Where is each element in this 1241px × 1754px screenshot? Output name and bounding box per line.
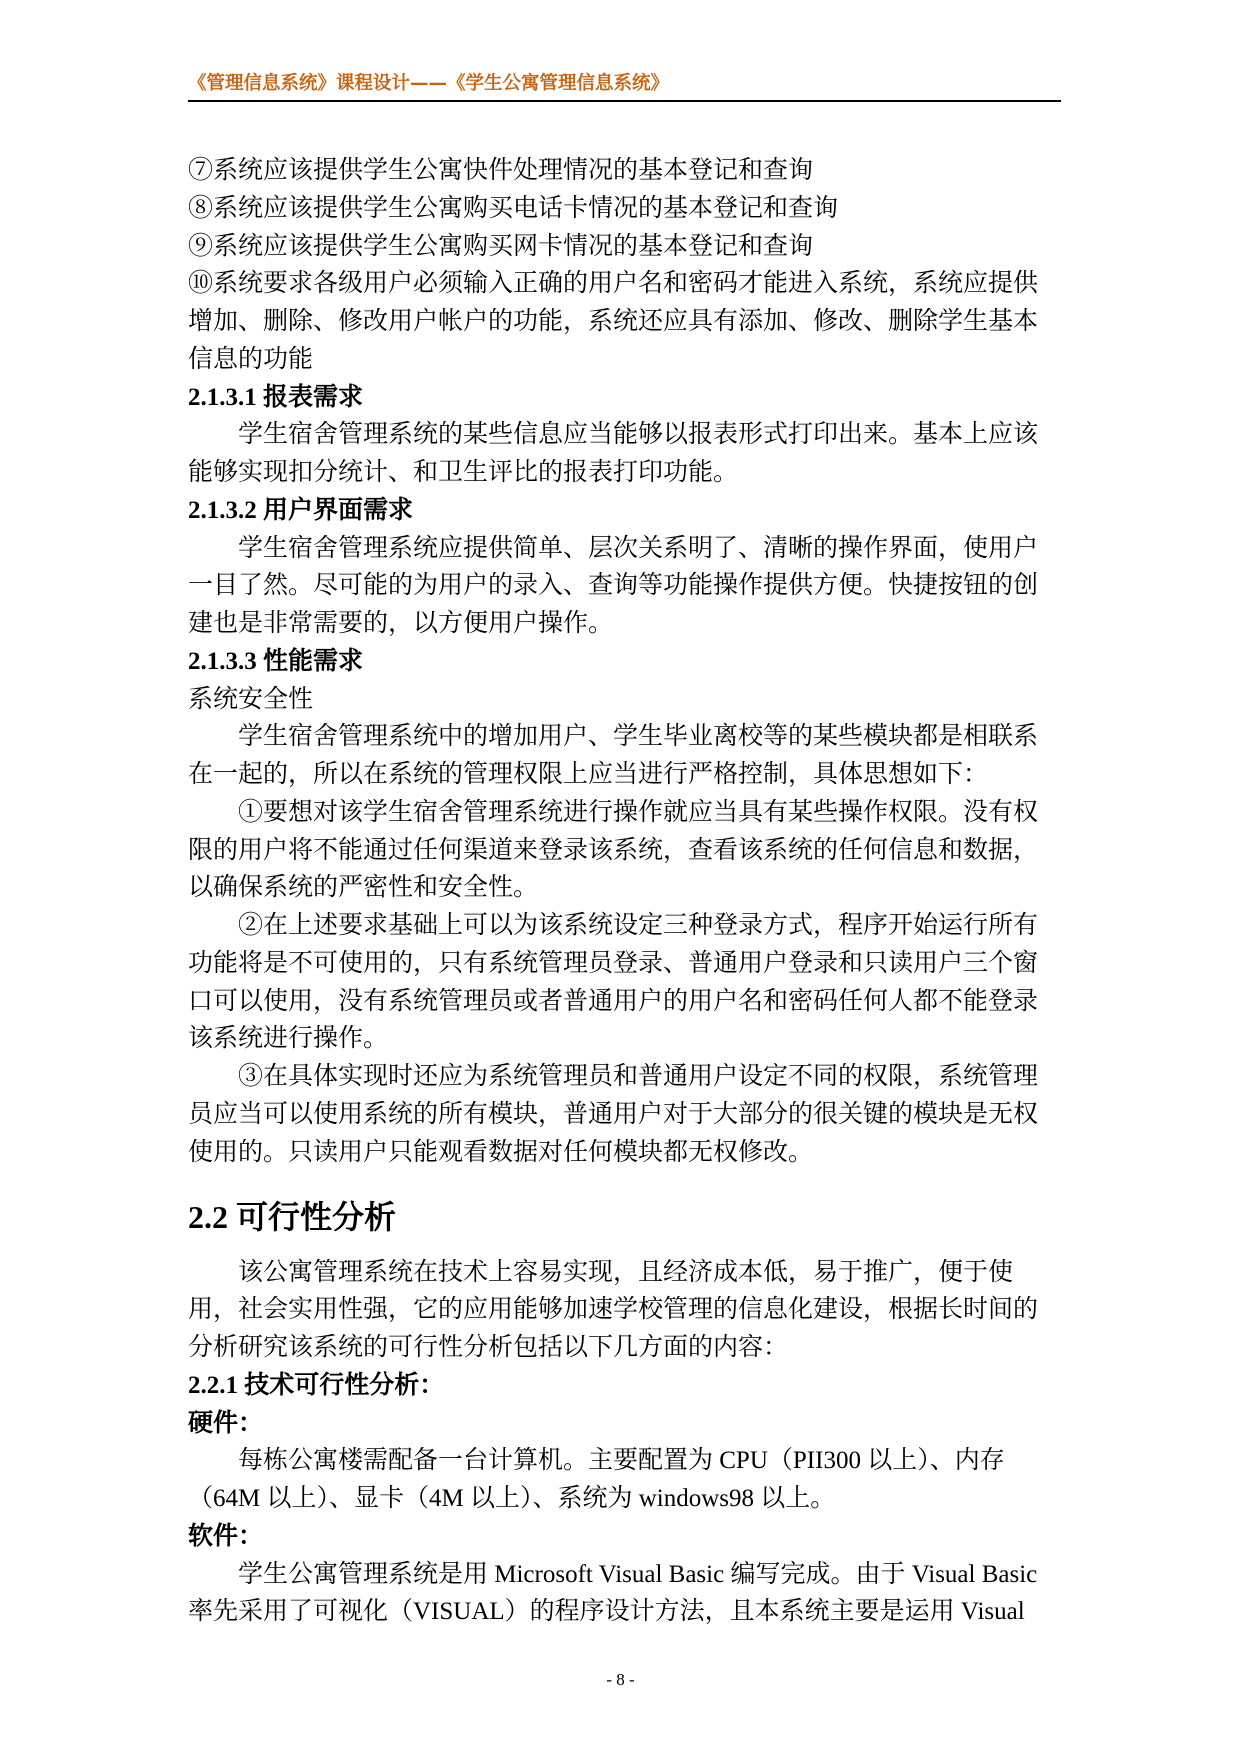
paragraph-line: 率先采用了可视化（VISUAL）的程序设计方法，且本系统主要是运用 Visual (188, 1598, 1025, 1626)
paragraph-line: 每栋公寓楼需配备一台计算机。主要配置为 CPU（PII300 以上）、内存 (238, 1447, 1005, 1475)
paragraph-line: ②在上述要求基础上可以为该系统设定三种登录方式，程序开始运行所有 (238, 912, 1039, 939)
paragraph-line: 能够实现扣分统计、和卫生评比的报表打印功能。 (188, 459, 739, 486)
paragraph-line: 学生公寓管理系统是用 Microsoft Visual Basic 编写完成。由于 Visual Basic (238, 1560, 1038, 1588)
paragraph-line: ①要想对该学生宿舍管理系统进行操作就应当具有某些操作权限。没有权 (238, 798, 1039, 826)
paragraph-line: 信息的功能 (188, 345, 314, 373)
paragraph-line: 建也是非常需要的，以方便用户操作。 (188, 610, 614, 637)
list-item: ⑩系统要求各级用户必须输入正确的用户名和密码才能进入系统，系统应提供 (188, 270, 1039, 298)
paragraph-line: 学生宿舍管理系统应提供简单、层次关系明了、清晰的操作界面，使用户 (238, 534, 1039, 562)
section-heading: 2.1.3.3 性能需求 (188, 647, 364, 675)
paragraph-line: 学生宿舍管理系统中的增加用户、学生毕业离校等的某些模块都是相联系 (238, 723, 1039, 751)
paragraph-line: 该公寓管理系统在技术上容易实现，且经济成本低，易于推广，便于使 (238, 1258, 1014, 1286)
paragraph-line: 使用的。只读用户只能观看数据对任何模块都无权修改。 (188, 1138, 814, 1166)
paragraph-line: （64M 以上）、显卡（4M 以上）、系统为 windows98 以上。 (188, 1485, 836, 1513)
paragraph-line: 该系统进行操作。 (188, 1025, 389, 1053)
software-label: 软件： (188, 1522, 264, 1550)
paragraph-line: 以确保系统的严密性和安全性。 (188, 874, 539, 902)
section-heading: 2.1.3.2 用户界面需求 (188, 496, 414, 524)
list-item: ⑨系统应该提供学生公寓购买网卡情况的基本登记和查询 (188, 232, 814, 260)
list-item: ⑧系统应该提供学生公寓购买电话卡情况的基本登记和查询 (188, 194, 839, 222)
paragraph-line: 员应当可以使用系统的所有模块，普通用户对于大部分的很关键的模块是无权 (188, 1100, 1039, 1128)
paragraph-line: 一目了然。尽可能的为用户的录入、查询等功能操作提供方便。快捷按钮的创 (188, 572, 1039, 600)
section-heading: 2.2.1 技术可行性分析： (188, 1371, 445, 1399)
chapter-heading: 2.2 可行性分析 (188, 1198, 397, 1235)
paragraph-line: 学生宿舍管理系统的某些信息应当能够以报表形式打印出来。基本上应该 (238, 421, 1039, 449)
header-rule (188, 100, 1061, 102)
paragraph-line: 在一起的，所以在系统的管理权限上应当进行严格控制，具体思想如下： (188, 761, 989, 788)
paragraph-line: ③在具体实现时还应为系统管理员和普通用户设定不同的权限，系统管理 (238, 1063, 1039, 1090)
subheading: 系统安全性 (188, 685, 314, 713)
paragraph-line: 分析研究该系统的可行性分析包括以下几方面的内容： (188, 1334, 789, 1362)
list-item: ⑦系统应该提供学生公寓快件处理情况的基本登记和查询 (188, 157, 814, 184)
paragraph-line: 限的用户将不能通过任何渠道来登录该系统，查看该系统的任何信息和数据， (188, 836, 1039, 864)
paragraph-line: 增加、删除、修改用户帐户的功能，系统还应具有添加、修改、删除学生基本 (188, 308, 1039, 335)
running-header: 《管理信息系统》课程设计——《学生公寓管理信息系统》 (188, 73, 670, 94)
paragraph-line: 用，社会实用性强，它的应用能够加速学校管理的信息化建设，根据长时间的 (188, 1296, 1039, 1324)
paragraph-line: 口可以使用，没有系统管理员或者普通用户的用户名和密码任何人都不能登录 (188, 987, 1039, 1015)
section-heading: 2.1.3.1 报表需求 (188, 383, 364, 411)
page-body (188, 152, 1043, 1631)
page-number: - 8 - (606, 1670, 635, 1689)
paragraph-line: 功能将是不可使用的，只有系统管理员登录、普通用户登录和只读用户三个窗 (188, 949, 1039, 977)
hardware-label: 硬件： (188, 1409, 264, 1437)
